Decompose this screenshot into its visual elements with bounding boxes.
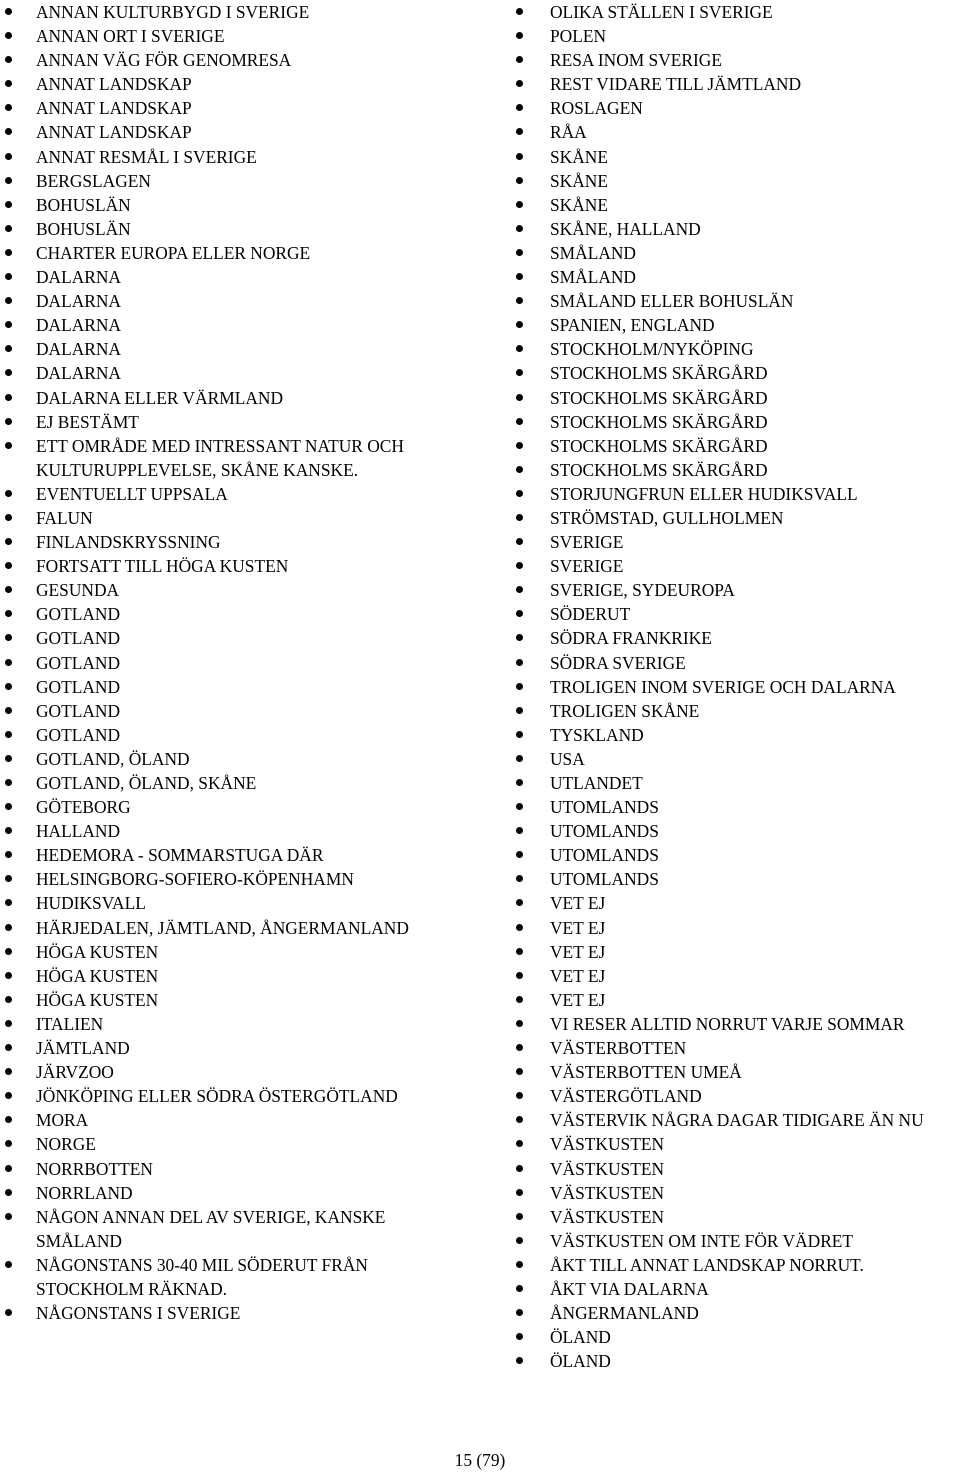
list-item: EJ BESTÄMT [0, 410, 470, 434]
list-item: VI RESER ALLTID NORRUT VARJE SOMMAR [514, 1012, 960, 1036]
list-item: BOHUSLÄN [0, 217, 470, 241]
list-item: NÅGONSTANS I SVERIGE [0, 1301, 470, 1325]
list-item: GÖTEBORG [0, 795, 470, 819]
list-item: DALARNA [0, 337, 470, 361]
list-item: VÄSTERGÖTLAND [514, 1084, 960, 1108]
list-item: TYSKLAND [514, 723, 960, 747]
list-item: REST VIDARE TILL JÄMTLAND [514, 72, 960, 96]
list-item: ANNAT RESMÅL I SVERIGE [0, 145, 470, 169]
list-item: DALARNA [0, 313, 470, 337]
list-item: NORGE [0, 1132, 470, 1156]
list-item: ÅKT VIA DALARNA [514, 1277, 960, 1301]
left-column-list [0, 0, 470, 1325]
list-item: EVENTUELLT UPPSALA [0, 482, 470, 506]
list-item: VÄSTERBOTTEN [514, 1036, 960, 1060]
list-item: UTOMLANDS [514, 867, 960, 891]
list-item: SVERIGE [514, 530, 960, 554]
list-item: MORA [0, 1108, 470, 1132]
list-item: DALARNA ELLER VÄRMLAND [0, 386, 470, 410]
list-item: TROLIGEN INOM SVERIGE OCH DALARNA [514, 675, 960, 699]
list-item: FALUN [0, 506, 470, 530]
list-item: HÖGA KUSTEN [0, 988, 470, 1012]
list-item: VÄSTKUSTEN OM INTE FÖR VÄDRET [514, 1229, 960, 1253]
list-item: VET EJ [514, 964, 960, 988]
list-item: DALARNA [0, 361, 470, 385]
list-item: GOTLAND [0, 675, 470, 699]
list-item: SMÅLAND [514, 265, 960, 289]
list-item: VÄSTKUSTEN [514, 1132, 960, 1156]
list-item: HÄRJEDALEN, JÄMTLAND, ÅNGERMANLAND [0, 916, 470, 940]
list-item: GOTLAND, ÖLAND [0, 747, 470, 771]
list-item: CHARTER EUROPA ELLER NORGE [0, 241, 470, 265]
list-item: GOTLAND, ÖLAND, SKÅNE [0, 771, 470, 795]
list-item: ANNAN ORT I SVERIGE [0, 24, 470, 48]
list-item: HELSINGBORG-SOFIERO-KÖPENHAMN [0, 867, 470, 891]
list-item: SMÅLAND [514, 241, 960, 265]
list-item: JÄMTLAND [0, 1036, 470, 1060]
list-item: SÖDRA SVERIGE [514, 651, 960, 675]
list-item: GOTLAND [0, 626, 470, 650]
list-item: BERGSLAGEN [0, 169, 470, 193]
list-item: NÅGONSTANS 30-40 MIL SÖDERUT FRÅN STOCKHOLM RÄKNAD. [0, 1253, 470, 1301]
list-item: HEDEMORA - SOMMARSTUGA DÄR [0, 843, 470, 867]
list-item: HÖGA KUSTEN [0, 940, 470, 964]
list-item: STRÖMSTAD, GULLHOLMEN [514, 506, 960, 530]
list-item: ANNAT LANDSKAP [0, 96, 470, 120]
list-item: STOCKHOLMS SKÄRGÅRD [514, 386, 960, 410]
list-item: ÖLAND [514, 1325, 960, 1349]
list-item: NÅGON ANNAN DEL AV SVERIGE, KANSKE SMÅLAND [0, 1205, 470, 1253]
list-item: VÄSTERBOTTEN UMEÅ [514, 1060, 960, 1084]
list-item: NORRLAND [0, 1181, 470, 1205]
list-item: USA [514, 747, 960, 771]
list-item: SKÅNE [514, 169, 960, 193]
list-item: SVERIGE [514, 554, 960, 578]
list-item: UTOMLANDS [514, 819, 960, 843]
list-item: ÖLAND [514, 1349, 960, 1373]
list-item: ANNAN VÄG FÖR GENOMRESA [0, 48, 470, 72]
list-item: SKÅNE, HALLAND [514, 217, 960, 241]
list-item: VET EJ [514, 988, 960, 1012]
list-item: RESA INOM SVERIGE [514, 48, 960, 72]
list-item: SPANIEN, ENGLAND [514, 313, 960, 337]
list-item: SKÅNE [514, 145, 960, 169]
list-item: UTOMLANDS [514, 843, 960, 867]
list-item: ROSLAGEN [514, 96, 960, 120]
list-item: STOCKHOLMS SKÄRGÅRD [514, 434, 960, 458]
list-item: TROLIGEN SKÅNE [514, 699, 960, 723]
list-item: STORJUNGFRUN ELLER HUDIKSVALL [514, 482, 960, 506]
list-item: HUDIKSVALL [0, 891, 470, 915]
list-item: VÄSTERVIK NÅGRA DAGAR TIDIGARE ÄN NU [514, 1108, 960, 1132]
list-item: SVERIGE, SYDEUROPA [514, 578, 960, 602]
list-item: UTOMLANDS [514, 795, 960, 819]
list-item: ANNAN KULTURBYGD I SVERIGE [0, 0, 470, 24]
list-item: SÖDERUT [514, 602, 960, 626]
list-item: GOTLAND [0, 602, 470, 626]
list-item: SMÅLAND ELLER BOHUSLÄN [514, 289, 960, 313]
list-item: STOCKHOLMS SKÄRGÅRD [514, 410, 960, 434]
list-item: POLEN [514, 24, 960, 48]
list-item: VET EJ [514, 940, 960, 964]
list-item: STOCKHOLMS SKÄRGÅRD [514, 458, 960, 482]
list-item: GESUNDA [0, 578, 470, 602]
list-item: SKÅNE [514, 193, 960, 217]
list-item: ANNAT LANDSKAP [0, 72, 470, 96]
page-number: 15 (79) [454, 1450, 506, 1470]
list-item: NORRBOTTEN [0, 1157, 470, 1181]
list-item: VÄSTKUSTEN [514, 1157, 960, 1181]
list-item: ANNAT LANDSKAP [0, 120, 470, 144]
list-item: FINLANDSKRYSSNING [0, 530, 470, 554]
list-item: UTLANDET [514, 771, 960, 795]
list-item: HÖGA KUSTEN [0, 964, 470, 988]
list-item: JÖNKÖPING ELLER SÖDRA ÖSTERGÖTLAND [0, 1084, 470, 1108]
list-item: VÄSTKUSTEN [514, 1181, 960, 1205]
list-item: DALARNA [0, 265, 470, 289]
list-item: GOTLAND [0, 723, 470, 747]
list-item: VÄSTKUSTEN [514, 1205, 960, 1229]
list-item: RÅA [514, 120, 960, 144]
list-item: ITALIEN [0, 1012, 470, 1036]
list-item: SÖDRA FRANKRIKE [514, 626, 960, 650]
list-item: JÄRVZOO [0, 1060, 470, 1084]
list-item: GOTLAND [0, 651, 470, 675]
list-item: HALLAND [0, 819, 470, 843]
list-item: OLIKA STÄLLEN I SVERIGE [514, 0, 960, 24]
list-item: STOCKHOLMS SKÄRGÅRD [514, 361, 960, 385]
list-item: DALARNA [0, 289, 470, 313]
list-item: ETT OMRÅDE MED INTRESSANT NATUR OCH KULTURUPPLEVELSE, SKÅNE KANSKE. [0, 434, 470, 482]
list-item: BOHUSLÄN [0, 193, 470, 217]
list-item: FORTSATT TILL HÖGA KUSTEN [0, 554, 470, 578]
list-item: GOTLAND [0, 699, 470, 723]
right-column-list [514, 0, 960, 1373]
list-item: ÅNGERMANLAND [514, 1301, 960, 1325]
list-item: VET EJ [514, 916, 960, 940]
list-item: STOCKHOLM/NYKÖPING [514, 337, 960, 361]
list-item: ÅKT TILL ANNAT LANDSKAP NORRUT. [514, 1253, 960, 1277]
list-item: VET EJ [514, 891, 960, 915]
